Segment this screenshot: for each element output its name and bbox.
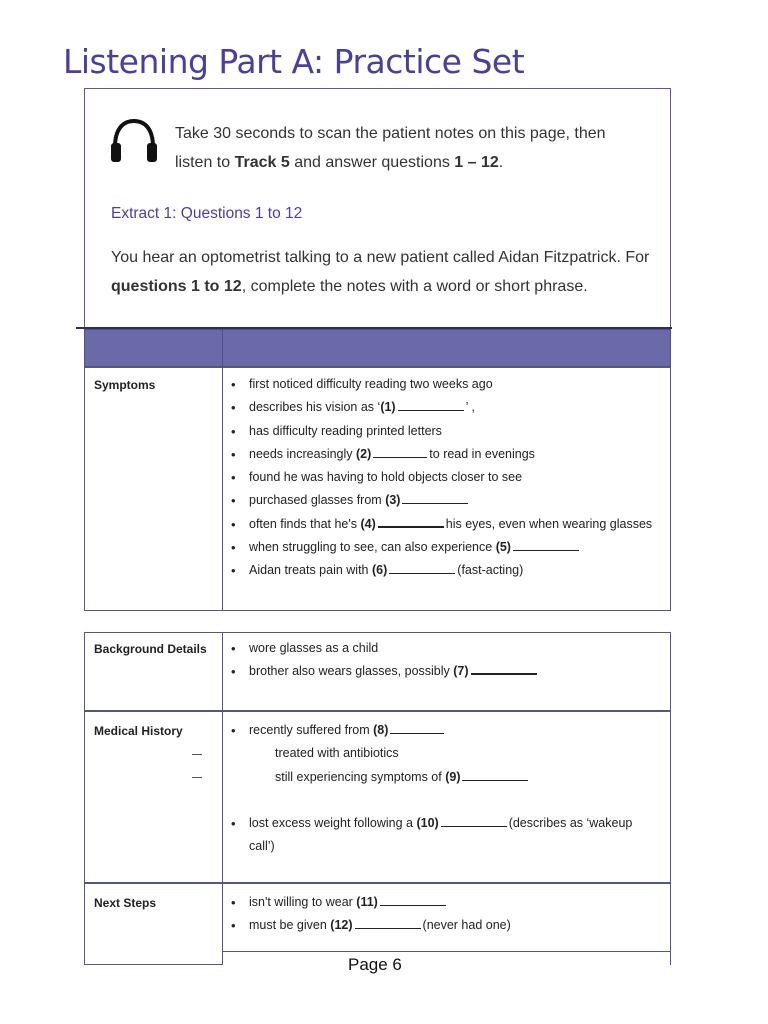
dash-mark (192, 754, 202, 755)
section-next-steps (84, 883, 671, 965)
answer-blank-12[interactable] (355, 916, 421, 929)
section-medical-history (84, 711, 671, 883)
answer-blank-10[interactable] (441, 814, 507, 827)
answer-blank-9[interactable] (462, 768, 528, 781)
extract-description: You hear an optometrist talking to a new patient called Aidan Fitzpatrick. For questions 1 to 12, complete the notes with a word or short phrase. (111, 249, 650, 295)
list-item: • brother also wears glasses, possibly (7) (231, 660, 664, 683)
page-number: Page 6 (348, 955, 402, 974)
answer-blank-5[interactable] (513, 538, 579, 551)
answer-blank-6[interactable] (389, 561, 455, 574)
list-item: • purchased glasses from (3) (231, 489, 664, 512)
list-item: • recently suffered from (8) (231, 719, 664, 742)
list-item: treated with antibiotics (275, 746, 399, 761)
list-item: • isn't willing to wear (11) (231, 891, 664, 914)
list-item: • found he was having to hold objects closer to see (231, 466, 664, 489)
extract-title: Extract 1: Questions 1 to 12 (111, 205, 303, 222)
section-label-symptoms: Symptoms (94, 378, 156, 392)
list-item: • describes his vision as ‘(1) ’ , (231, 396, 664, 419)
list-item: • lost excess weight following a (10) (describes as ‘wakeup (231, 812, 664, 835)
instruction-text: Take 30 seconds to scan the patient notes on this page, then listen to Track 5 and answer questions 1 – 12. (175, 125, 606, 171)
list-item: • Aidan treats pain with (6) (fast-acting) (231, 559, 664, 582)
list-item: • when struggling to see, can also experience (5) (231, 536, 664, 559)
answer-blank-3[interactable] (402, 491, 468, 504)
instructions-box (84, 88, 671, 328)
list-item: • often finds that he's (4) his eyes, even when wearing glasses (231, 513, 664, 536)
track-label: Track 5 (234, 154, 290, 171)
question-range: 1 – 12 (454, 154, 499, 171)
table-bottom-edge (222, 951, 671, 952)
list-item: call’) (249, 839, 275, 854)
list-item: • must be given (12) (never had one) (231, 914, 664, 937)
list-item: still experiencing symptoms of (9) (231, 766, 664, 789)
table-bottom-edge (84, 964, 223, 965)
spacer (231, 789, 664, 812)
answer-blank-8[interactable] (390, 721, 444, 734)
list-item: • wore glasses as a child (231, 637, 664, 660)
section-symptoms (84, 367, 671, 611)
answer-blank-1[interactable] (398, 398, 464, 411)
headphones-icon (109, 117, 159, 163)
page-title: Listening Part A: Practice Set (63, 42, 525, 81)
section-background-details (84, 632, 671, 711)
table-header-row (84, 329, 671, 367)
list-item: • has difficulty reading printed letters (231, 420, 664, 443)
answer-blank-2[interactable] (373, 445, 427, 458)
dash-mark (192, 777, 202, 778)
list-item: • needs increasingly (2) to read in evenings (231, 443, 664, 466)
section-label-medical-history: Medical History (94, 724, 183, 738)
list-item: • first noticed difficulty reading two weeks ago (231, 373, 664, 396)
answer-blank-11[interactable] (380, 893, 446, 906)
section-label-next-steps: Next Steps (94, 896, 157, 910)
answer-blank-4[interactable] (378, 514, 444, 528)
section-label-background: Background Details (94, 642, 207, 656)
answer-blank-7[interactable] (471, 661, 537, 675)
